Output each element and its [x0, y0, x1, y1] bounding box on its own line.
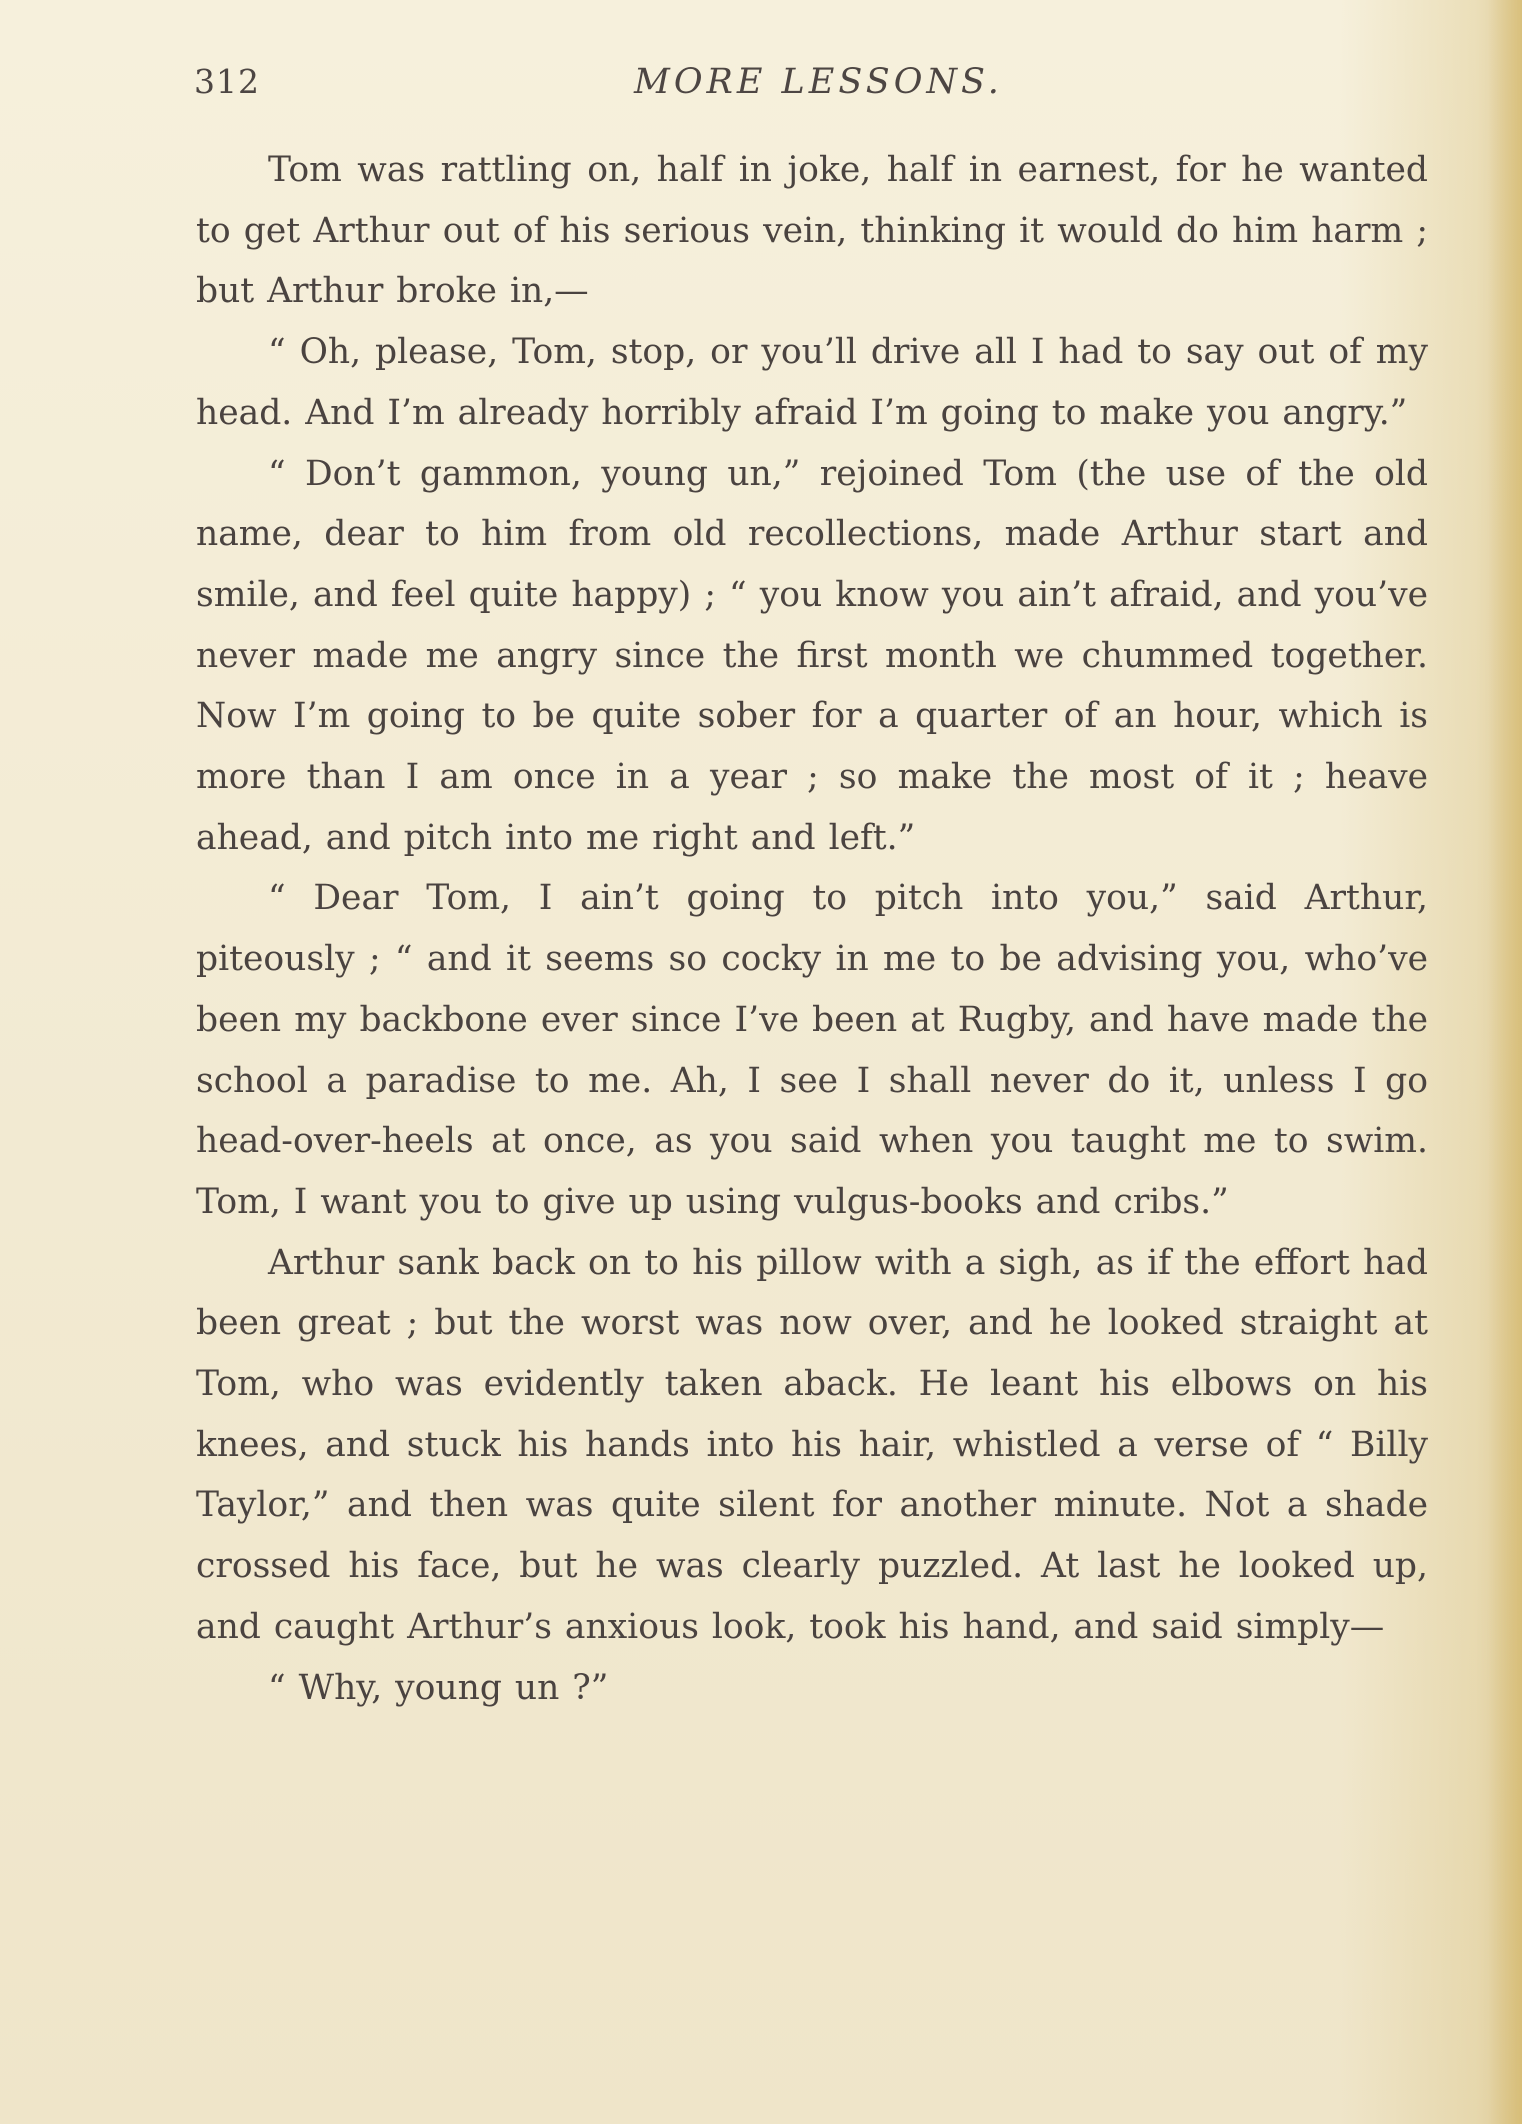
paragraph-1: Tom was rattling on, half in joke, half in earnest, for he wanted to get Arthur out of his serious vein, thinking it would do him harm ; but Arthur broke in,— [196, 150, 1428, 312]
page-edge-shading [1488, 0, 1522, 2124]
paragraph-6: “ Why, young un ?” [268, 1667, 609, 1708]
running-head [194, 62, 1424, 112]
running-title: MORE LESSONS. [634, 62, 1003, 102]
paragraph-2: “ Oh, please, Tom, stop, or you’ll drive all I had to say out of my head. And I’m already horribly afraid I’m going to make you angry.” [196, 332, 1428, 433]
body-text [196, 140, 1428, 1718]
paragraph-5: Arthur sank back on to his pillow with a sigh, as if the effort had been great ; but the worst was now over, and he looked straight at Tom, who was evidently taken aback. He leant his elbows on his knees, and stuck his hands into his hair, whistled a verse of “ Billy Taylor,” and then was quite silent for another minute. Not a shade crossed his face, but he was clearly puzzled. At last he looked up, and caught Arthur’s anxious look, took his hand, and said simply— [196, 1242, 1428, 1647]
page-number: 312 [194, 62, 260, 101]
paragraph-4: “ Dear Tom, I ain’t going to pitch into you,” said Arthur, piteously ; “ and it seems so cocky in me to be advising you, who’ve been my backbone ever since I’ve been at Rugby, and have made the school a paradise to me. Ah, I see I shall never do it, unless I go head-over-heels at once, as you said when you taught me to swim. Tom, I want you to give up using vulgus-books and cribs.” [196, 878, 1428, 1222]
paragraph-3: “ Don’t gammon, young un,” rejoined Tom (the use of the old name, dear to him from old recollections, made Arthur start and smile, and feel quite happy) ; “ you know you ain’t afraid, and you’ve never made me angry since the first month we chummed together. Now I’m going to be quite sober for a quarter of an hour, which is more than I am once in a year ; so make the most of it ; heave ahead, and pitch into me right and left.” [196, 453, 1428, 858]
